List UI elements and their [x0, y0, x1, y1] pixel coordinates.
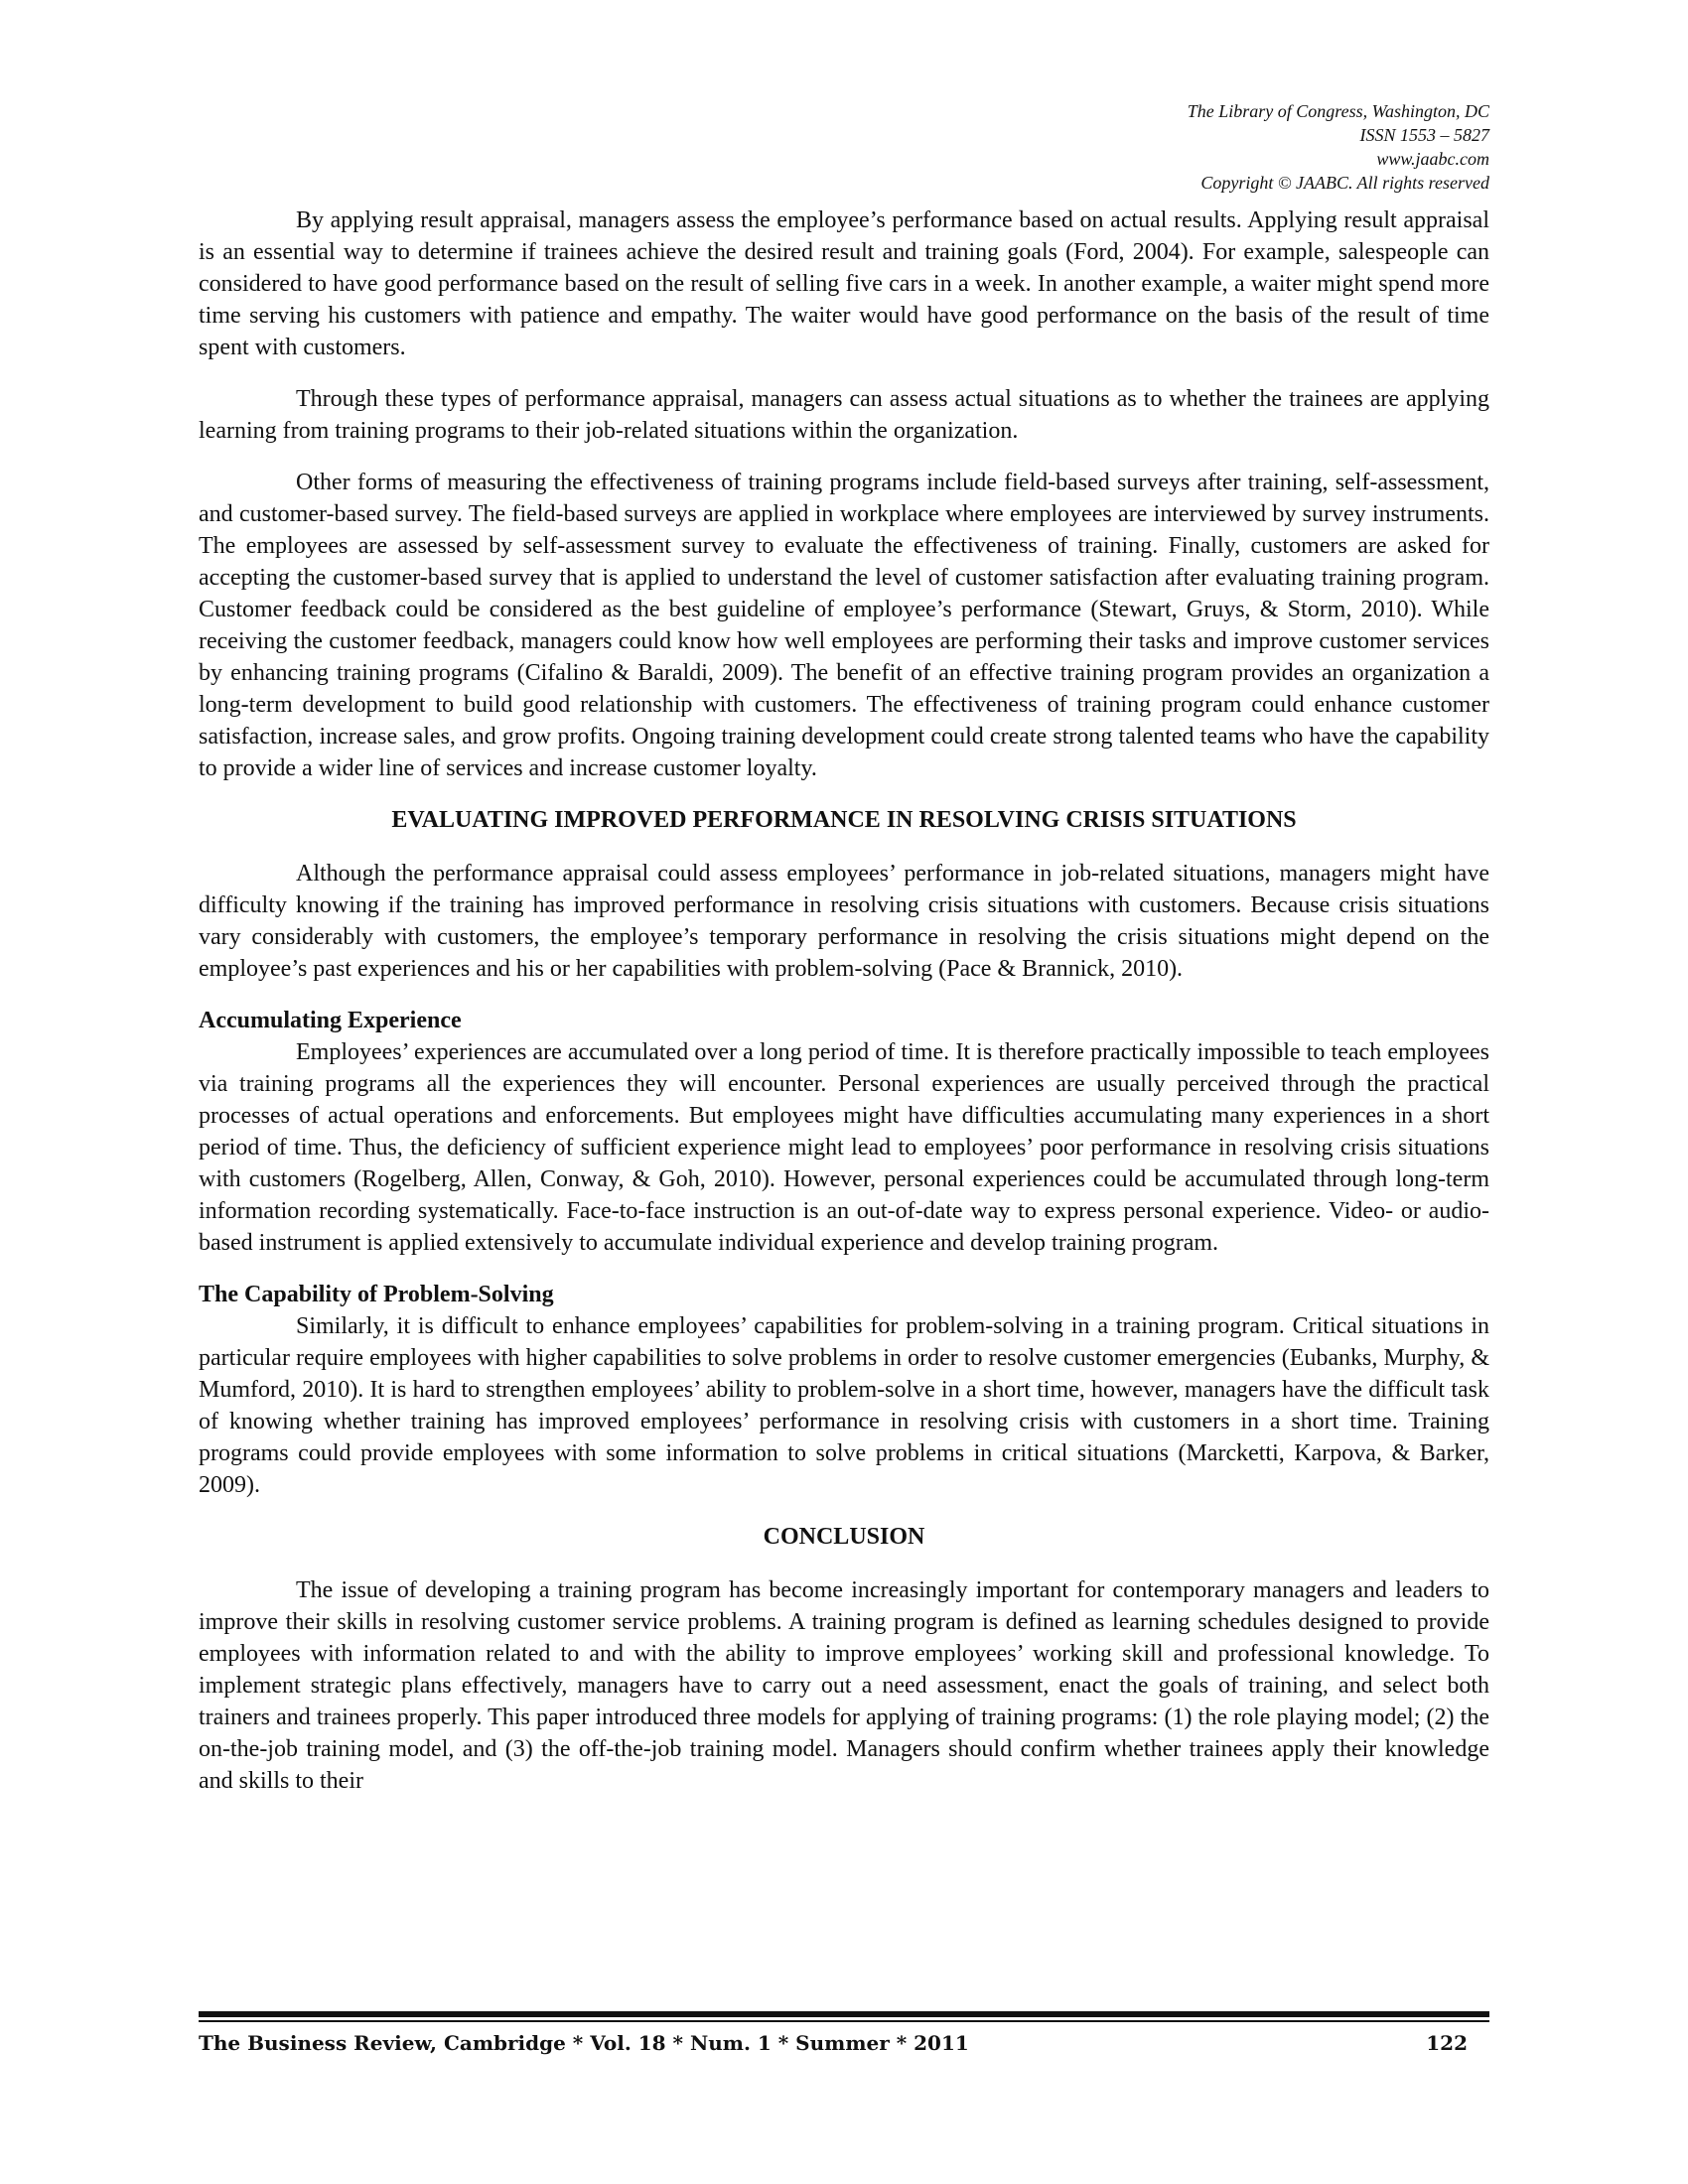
- page-number: 122: [1426, 2031, 1468, 2055]
- paragraph-result-appraisal: By applying result appraisal, managers assess the employee’s performance based on actual results. Applying result appraisal is an essential way to determine if trainees achieve the desired result and training goals (Ford, 2004). For example, salespeople can considered to have good performance based on the result of selling five cars in a week. In another example, a waiter might spend more time serving his customers with patience and empathy. The waiter would have good performance on the basis of the result of time spent with customers.: [199, 207, 1489, 360]
- paragraph-crisis-situations: Although the performance appraisal could assess employees’ performance in job-related situations, managers might have difficulty knowing if the training has improved performance in resolving crisis situations with customers. Because crisis situations vary considerably with customers, the employee’s temporary performance in resolving the crisis situations might depend on the employee’s past experiences and his or her capabilities with problem-solving (Pace & Brannick, 2010).: [199, 861, 1489, 982]
- page-header: [1188, 99, 1489, 195]
- section-heading-conclusion: CONCLUSION: [763, 1524, 925, 1550]
- footer-journal-citation: The Business Review, Cambridge * Vol. 18 * Num. 1 * Summer * 2011: [199, 2031, 969, 2055]
- subheading-accumulating-experience: Accumulating Experience: [199, 1008, 462, 1033]
- page-footer: [199, 2031, 1489, 2061]
- subheading-problem-solving: The Capability of Problem-Solving: [199, 1282, 554, 1307]
- header-copyright-line: Copyright © JAABC. All rights reserved: [1200, 173, 1489, 193]
- header-library-line: The Library of Congress, Washington, DC: [1187, 101, 1489, 121]
- paragraph-problem-solving: Similarly, it is difficult to enhance employees’ capabilities for problem-solving in a training program. Critical situations in particular require employees with higher capabilities to solve problems in order to resolve customer emergencies (Eubanks, Murphy, & Mumford, 2010). It is hard to strengthen employees’ ability to problem-solve in a short time, however, managers have the difficult task of knowing whether training has improved employees’ performance in resolving crisis with customers in a short time. Training programs could provide employees with some information to solve problems in critical situations (Marcketti, Karpova, & Barker, 2009).: [199, 1313, 1489, 1498]
- article-body: [199, 205, 1489, 1823]
- paragraph-conclusion: The issue of developing a training program has become increasingly important for contemporary managers and leaders to improve their skills in resolving customer service problems. A training program is defined as learning schedules designed to provide employees with information related to and with the ability to improve employees’ working skill and professional knowledge. To implement strategic plans effectively, managers have to carry out a need assessment, enact the goals of training, and select both trainers and trainees properly. This paper introduced three models for applying of training programs: (1) the role playing model; (2) the on-the-job training model, and (3) the off-the-job training model. Managers should confirm whether trainees apply their knowledge and skills to their: [199, 1577, 1489, 1794]
- paragraph-accumulating-experience: Employees’ experiences are accumulated over a long period of time. It is therefore practically impossible to teach employees via training programs all the experiences they will encounter. Personal experiences are usually perceived through the practical processes of actual operations and enforcements. But employees might have difficulties accumulating many experiences in a short period of time. Thus, the deficiency of sufficient experience might lead to employees’ poor performance in resolving crisis situations with customers (Rogelberg, Allen, Conway, & Goh, 2010). However, personal experiences could be accumulated through long-term information recording systematically. Face-to-face instruction is an out-of-date way to express personal experience. Video- or audio-based instrument is applied extensively to accumulate individual experience and develop training program.: [199, 1039, 1489, 1256]
- footer-rule-thick: [199, 2011, 1489, 2017]
- section-heading-evaluating: EVALUATING IMPROVED PERFORMANCE IN RESOLVING CRISIS SITUATIONS: [391, 807, 1297, 833]
- header-website-line: www.jaabc.com: [1376, 149, 1489, 169]
- paragraph-performance-appraisal-types: Through these types of performance appraisal, managers can assess actual situations as to whether the trainees are applying learning from training programs to their job-related situations within the organization.: [199, 386, 1489, 444]
- footer-rule-thin: [199, 2020, 1489, 2022]
- header-issn-line: ISSN 1553 – 5827: [1359, 125, 1489, 145]
- paragraph-other-measures: Other forms of measuring the effectiveness of training programs include field-based surveys after training, self-assessment, and customer-based survey. The field-based surveys are applied in workplace where employees are interviewed by survey instruments. The employees are assessed by self-assessment survey to evaluate the effectiveness of training. Finally, customers are asked for accepting the customer-based survey that is applied to understand the level of customer satisfaction after evaluating training program. Customer feedback could be considered as the best guideline of employee’s performance (Stewart, Gruys, & Storm, 2010). While receiving the customer feedback, managers could know how well employees are performing their tasks and improve customer services by enhancing training programs (Cifalino & Baraldi, 2009). The benefit of an effective training program provides an organization a long-term development to build good relationship with customers. The effectiveness of training program could enhance customer satisfaction, increase sales, and grow profits. Ongoing training development could create strong talented teams who have the capability to provide a wider line of services and increase customer loyalty.: [199, 470, 1489, 781]
